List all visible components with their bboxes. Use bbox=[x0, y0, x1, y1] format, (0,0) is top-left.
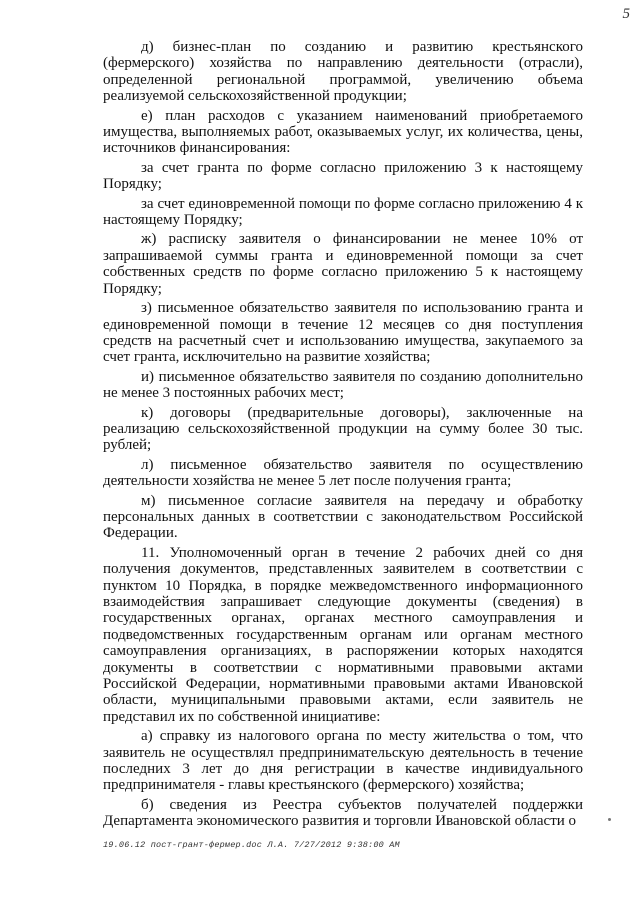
paragraph-e-expense-plan: е) план расходов с указанием наименований приобретаемого имущества, выполняемых работ, оказываемых услуг, их количества, цены, источников финансирования: bbox=[103, 107, 583, 157]
page-number: 5 bbox=[622, 6, 630, 22]
paragraph-d-business-plan: д) бизнес-план по созданию и развитию крестьянского (фермерского) хозяйства по направлению деятельности (отрасли), определенной региональной программой, увеличению объема реализуемой сельскохозяйственной продукции; bbox=[103, 39, 583, 105]
document-body bbox=[103, 39, 583, 830]
paragraph-i-jobs-obligation: и) письменное обязательство заявителя по созданию дополнительно не менее 3 постоянных рабочих мест; bbox=[103, 368, 583, 402]
paragraph-k-contracts: к) договоры (предварительные договоры), заключенные на реализацию сельскохозяйственной продукции на сумму более 30 тыс. рублей; bbox=[103, 404, 583, 454]
paragraph-one-time-aid-expenses: за счет единовременной помощи по форме согласно приложению 4 к настоящему Порядку; bbox=[103, 195, 583, 229]
paragraph-l-activity-obligation: л) письменное обязательство заявителя по осуществлению деятельности хозяйства не менее 5 лет после получения гранта; bbox=[103, 456, 583, 490]
paragraph-grant-expenses: за счет гранта по форме согласно приложению 3 к настоящему Порядку; bbox=[103, 159, 583, 193]
document-footer: 19.06.12 пост-грант-фермер.doc Л.А. 7/27/2012 9:38:00 AM bbox=[103, 840, 400, 850]
paragraph-a-tax-certificate: а) справку из налогового органа по месту жительства о том, что заявитель не осуществлял предпринимательскую деятельность в течение последних 3 лет до дня регистрации в качестве индивидуального предпринимателя - главы крестьянского (фермерского) хозяйства; bbox=[103, 728, 583, 794]
paragraph-z-grant-obligation: з) письменное обязательство заявителя по использованию гранта и единовременной помощи в течение 12 месяцев со дня поступления средств на расчетный счет и использованию имущества, закупаемого за счет гранта, исключительно на развитие хозяйства; bbox=[103, 300, 583, 366]
margin-mark bbox=[608, 818, 611, 821]
paragraph-zh-receipt: ж) расписку заявителя о финансировании не менее 10% от запрашиваемой суммы гранта и единовременной помощи за счет собственных средств по форме согласно приложению 5 к настоящему Порядку; bbox=[103, 231, 583, 297]
paragraph-11-interagency-request: 11. Уполномоченный орган в течение 2 рабочих дней со дня получения документов, представленных заявителем в соответствии с пунктом 10 Порядка, в порядке межведомственного информационного взаимодействия запрашивает следующие документы (сведения) в государственных органах, органах местного самоуправления и подведомственных государственным органам или органам местного самоуправления организациях, в распоряжении которых находятся документы в соответствии с нормативными правовыми актами Российской Федерации, нормативными правовыми актами Ивановской области, муниципальными правовыми актами, если заявитель не представил их по собственной инициативе: bbox=[103, 544, 583, 725]
paragraph-m-personal-data-consent: м) письменное согласие заявителя на передачу и обработку персональных данных в соответствии с законодательством Российской Федерации. bbox=[103, 492, 583, 542]
paragraph-b-support-registry: б) сведения из Реестра субъектов получателей поддержки Департамента экономического развития и торговли Ивановской области о bbox=[103, 796, 583, 830]
